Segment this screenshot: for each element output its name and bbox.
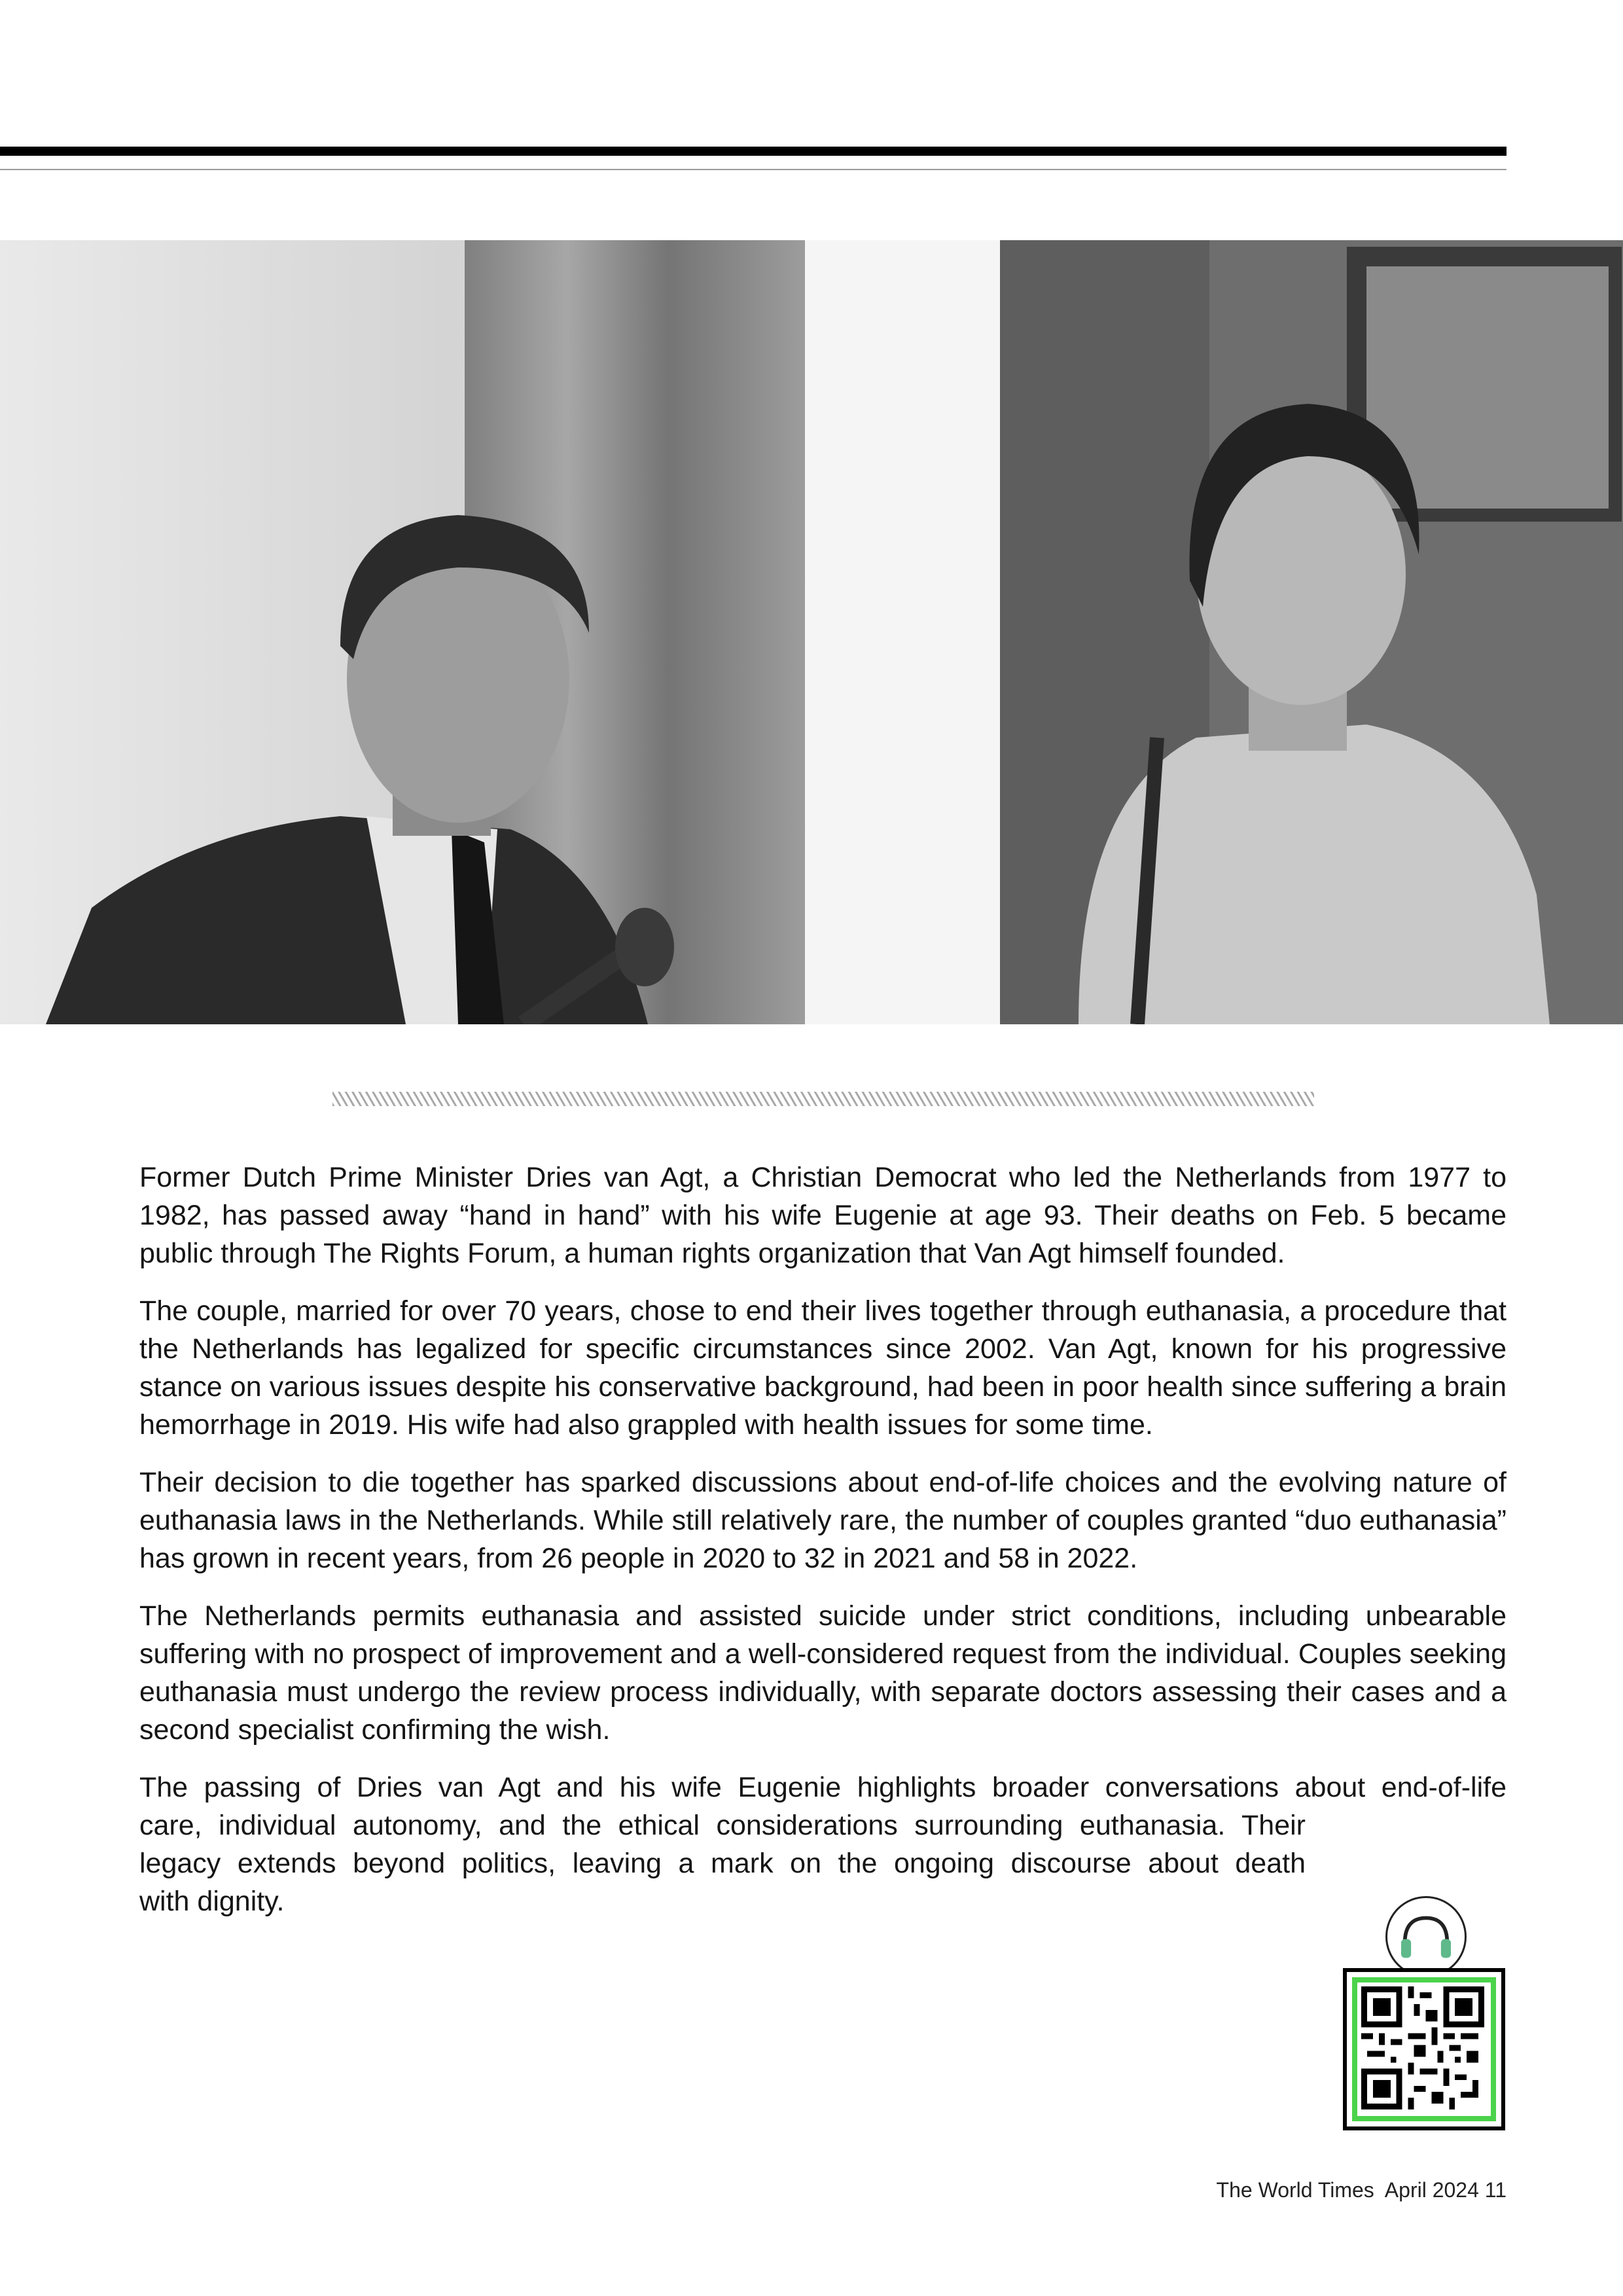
article-paragraph: The couple, married for over 70 years, chose to end their lives together through euthanasia, a procedure that the Netherlands has legalized for specific circumstances since 2002. Van Agt, known for his progressive stance on various issues despite his conservative background, had been in poor health since suffering a brain hemorrhage in 2019. His wife had also grappled with health issues for some time. [139,1295,1507,1441]
article-line: The passing of Dries van Agt and his wife Eugenie highlights broader conversations about end-of-life [139,1772,1507,1803]
article-paragraph: Their decision to die together has sparked discussions about end-of-life choices and the evolving nature of euthanasia laws in the Netherlands. While still relatively rare, the number of couples granted “duo euthanasia” has grown in recent years, from 26 people in 2020 to 32 in 2021 and 58 in 2022. [139,1467,1507,1574]
article-paragraph: Former Dutch Prime Minister Dries van Agt, a Christian Democrat who led the Netherlands from 1977 to 1982, has passed away “hand in hand” with his wife Eugenie at age 93. Their deaths on Feb. 5 became public through The Rights Forum, a human rights organization that Van Agt himself founded. [139,1162,1507,1269]
footer-issue: April 2024 [1384,2178,1479,2202]
article-line: care, individual autonomy, and the ethical considerations surrounding euthanasia. Their [139,1810,1306,1841]
header-rule-thin [0,169,1507,170]
article-paragraph: The Netherlands permits euthanasia and assisted suicide under strict conditions, including unbearable suffering with no prospect of improvement and a well-considered request from the individual. Couples seeking euthanasia must undergo the review process individually, with separate doctors assessing their cases and a second specialist confirming the wish. [139,1600,1507,1746]
page-footer [1217,2178,1507,2202]
header-rule-thick [0,147,1507,156]
qr-code-icon[interactable] [1343,1968,1505,2130]
article-line: with dignity. [139,1886,285,1917]
photo-dries-van-agt [0,240,1000,1024]
headphones-icon[interactable] [1385,1896,1467,1977]
article-body [139,1158,1507,1920]
footer-publication: The World Times [1216,2178,1374,2202]
article-paragraph-final [139,1768,1507,1920]
decorative-hatch-divider [332,1092,1314,1106]
footer-page-number: 11 [1484,2178,1507,2202]
qr-code-pattern [1361,1986,1484,2109]
article-line: legacy extends beyond politics, leaving a mark on the ongoing discourse about death [139,1848,1306,1879]
photo-eugenie-van-agt [1000,240,1623,1024]
